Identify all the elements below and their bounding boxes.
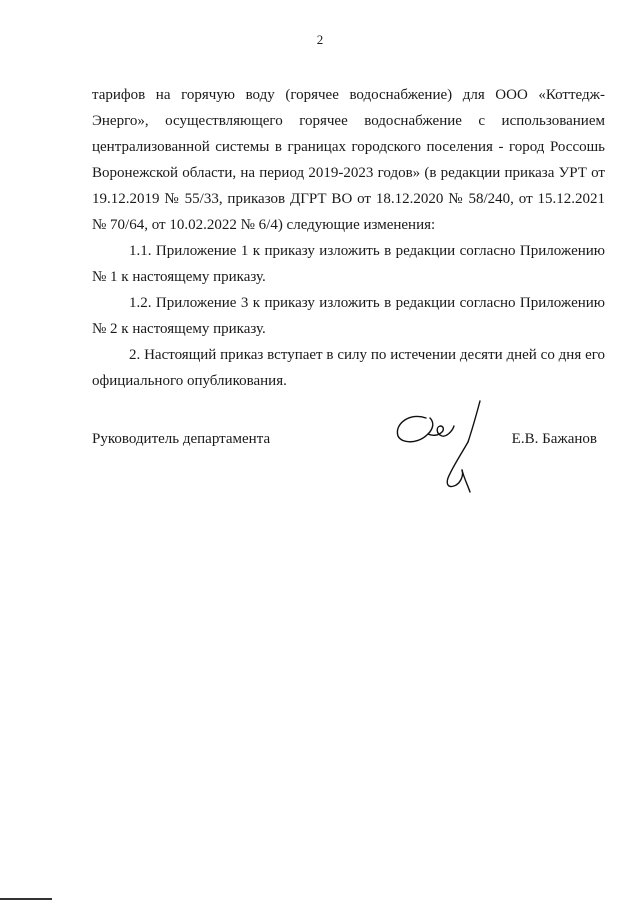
signer-position: Руководитель департамента — [92, 431, 271, 447]
paragraph-amendment-intro: тарифов на горячую воду (горячее водоснабжение) для ООО «Коттедж-Энерго», осуществляющего горячее водоснабжение с использованием централизованной системы в границах городского поселения - город Россошь Воронежской области, на период 2019-2023 годов» (в редакции приказа УРТ от 19.12.2019 № 55/33, приказов ДГРТ ВО от 18.12.2020 № 58/240, от 15.12.2021 № 70/64, от 10.02.2022 № 6/4) следующие изменения: — [92, 87, 605, 233]
signature-block — [92, 426, 605, 452]
paragraph-item-2: 2. Настоящий приказ вступает в силу по истечении десяти дней со дня его официального опубликования. — [92, 347, 605, 389]
page-number: 2 — [316, 32, 324, 47]
signer-name: Е.В. Бажанов — [511, 431, 597, 447]
handwritten-signature — [388, 396, 488, 496]
paragraph-item-1-2: 1.2. Приложение 3 к приказу изложить в редакции согласно Приложению № 2 к настоящему приказу. — [92, 295, 605, 337]
document-body — [92, 82, 605, 394]
paragraph-item-1-1: 1.1. Приложение 1 к приказу изложить в редакции согласно Приложению № 1 к настоящему приказу. — [92, 243, 605, 285]
